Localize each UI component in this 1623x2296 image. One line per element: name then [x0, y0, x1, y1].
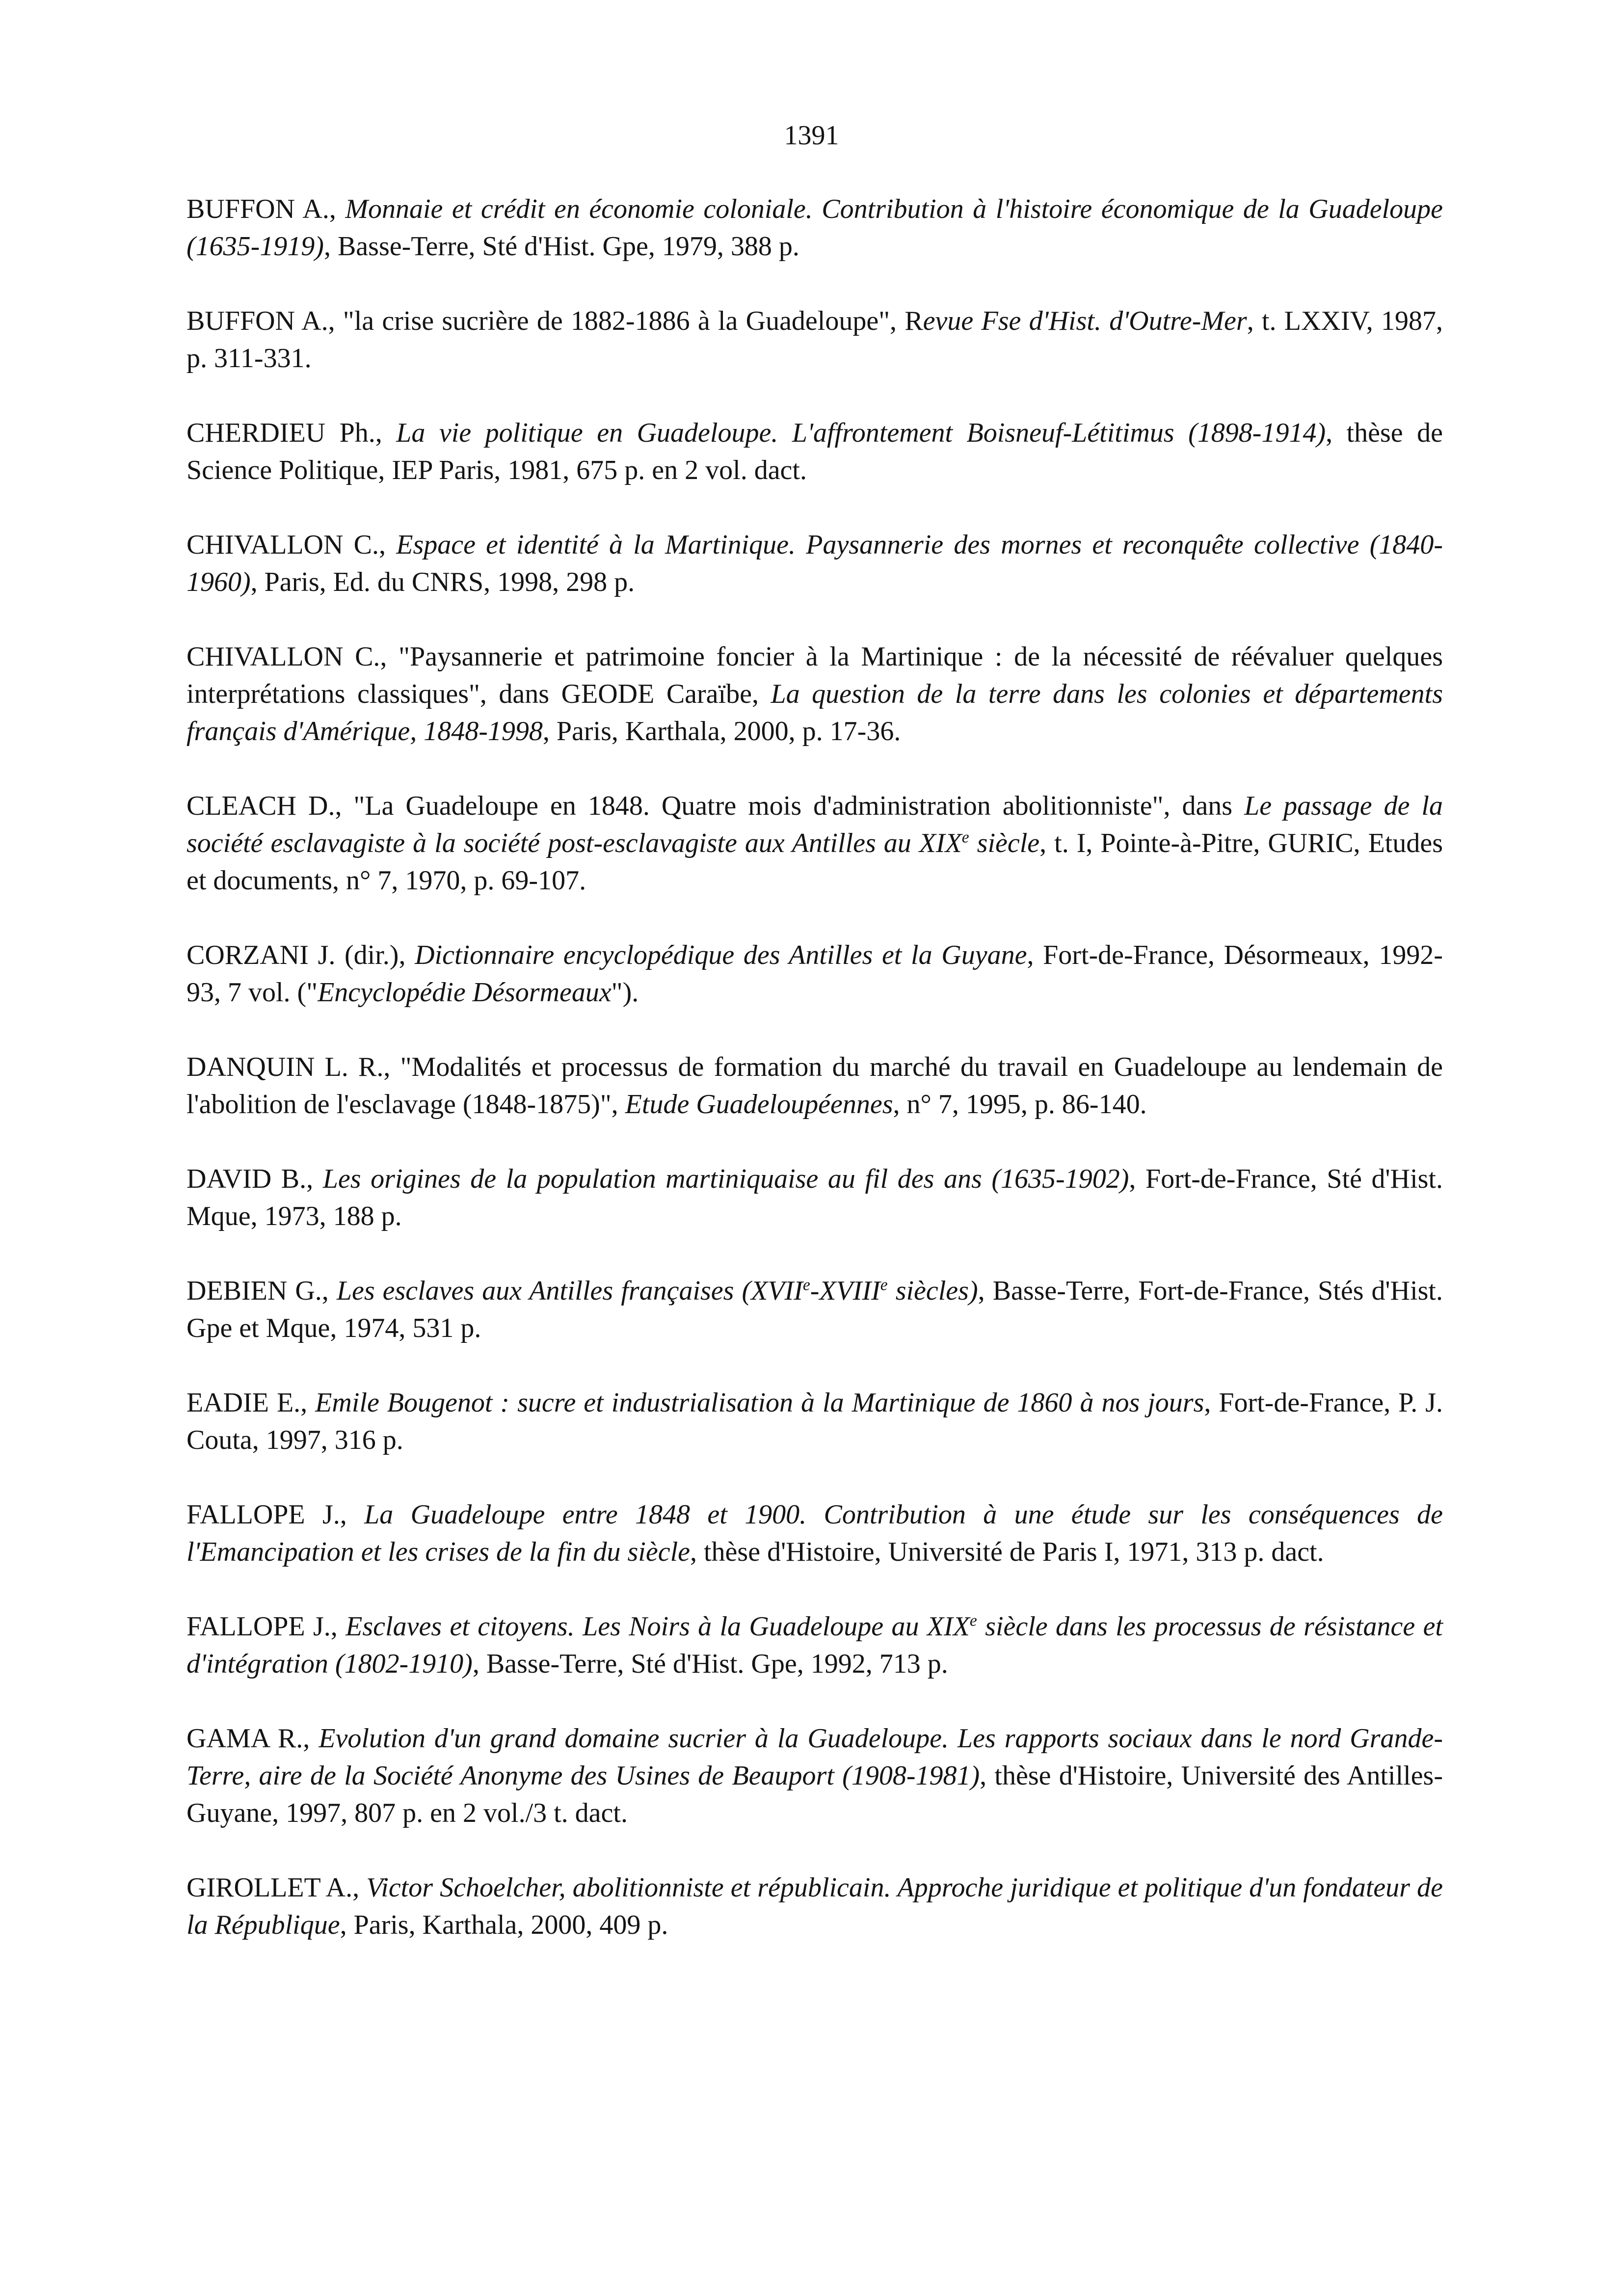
bibliography-entry: [186, 638, 1443, 750]
entry-article: "La Guadeloupe en 1848. Quatre mois d'administration abolitionniste", dans: [353, 791, 1245, 821]
entry-title-text: Les esclaves aux Antilles françaises (XVII: [336, 1276, 803, 1306]
bibliography-entry: [186, 190, 1443, 265]
entry-author: DEBIEN G.,: [186, 1276, 337, 1306]
bibliography-entry: [186, 1496, 1443, 1571]
entry-author: FALLOPE J.,: [186, 1611, 346, 1642]
entry-article: "Modalités et processus de formation du marché du travail en Guadeloupe au lendemain de l'abolition de l'esclavage (1848-1875)",: [186, 1052, 1443, 1120]
entry-publication: , Basse-Terre, Sté d'Hist. Gpe, 1979, 388 p.: [323, 231, 799, 262]
bibliography-entry: [186, 787, 1443, 899]
entry-author: BUFFON A.,: [186, 194, 346, 224]
bibliography-entry: [186, 302, 1443, 377]
entry-title: La vie politique en Guadeloupe. L'affrontement Boisneuf-Létitimus (1898-1914): [396, 418, 1326, 448]
entry-publication: , Fort-de-France, Désormeaux, 1992-93, 7 vol. (": [186, 940, 1443, 1008]
entry-publication: , thèse de Science Politique, IEP Paris, 1981, 675 p. en 2 vol. dact.: [186, 418, 1443, 485]
entry-publication: , t. I, Pointe-à-Pitre, GURIC, Etudes et documents, n° 7, 1970, p. 69-107.: [186, 828, 1443, 896]
entry-title-superscript: e: [802, 1276, 810, 1294]
bibliography-entry: [186, 1869, 1443, 1944]
entry-title-superscript: e: [880, 1276, 888, 1294]
bibliography-entry: [186, 1160, 1443, 1235]
entry-author: DAVID B.,: [186, 1164, 323, 1194]
entry-publication: , Paris, Karthala, 2000, 409 p.: [340, 1910, 668, 1940]
entry-author: GAMA R.,: [186, 1723, 319, 1754]
entry-title-superscript: e: [969, 1611, 977, 1630]
bibliography-entry: [186, 1720, 1443, 1832]
entry-title: Espace et identité à la Martinique. Paysannerie des mornes et reconquête collective (1840-1960): [186, 530, 1443, 597]
entry-article: "Paysannerie et patrimoine foncier à la Martinique : de la nécessité de réévaluer quelques interprétations classiques", dans GEODE Caraïbe,: [186, 641, 1443, 709]
entry-title-end: siècles): [887, 1276, 978, 1306]
bibliography-list: [186, 190, 1443, 1981]
entry-title-text: Esclaves et citoyens. Les Noirs à la Guadeloupe au XIX: [346, 1611, 970, 1642]
entry-publication: , thèse d'Histoire, Université de Paris I, 1971, 313 p. dact.: [690, 1537, 1324, 1567]
entry-author: FALLOPE J.,: [186, 1499, 365, 1530]
entry-journal: Etude Guadeloupéennes: [625, 1089, 893, 1120]
entry-author: CLEACH D.,: [186, 791, 354, 821]
entry-publication: , Basse-Terre, Fort-de-France, Stés d'Hist. Gpe et Mque, 1974, 531 p.: [186, 1276, 1443, 1343]
entry-title: Monnaie et crédit en économie coloniale. Contribution à l'histoire économique de la Guadeloupe (1635-1919): [186, 194, 1443, 262]
entry-publication: , Fort-de-France, P. J. Couta, 1997, 316 p.: [186, 1388, 1443, 1455]
entry-journal: evue Fse d'Hist. d'Outre-Mer: [923, 306, 1247, 336]
entry-author: CHIVALLON C.,: [186, 530, 397, 560]
entry-title: Victor Schoelcher, abolitionniste et républicain. Approche juridique et politique d'un fondateur de la République: [186, 1872, 1443, 1940]
entry-title: Dictionnaire encyclopédique des Antilles et la Guyane: [415, 940, 1027, 970]
entry-publication: , Paris, Karthala, 2000, p. 17-36.: [542, 716, 901, 747]
entry-author: CHIVALLON C.,: [186, 641, 399, 672]
entry-title-superscript: e: [961, 828, 969, 847]
bibliography-entry: [186, 1384, 1443, 1459]
entry-closing: ").: [611, 977, 639, 1008]
entry-title-mid: -XVIII: [810, 1276, 880, 1306]
entry-title-text: Le passage de la société esclavagiste à la société post-esclavagiste aux Antilles au XIX: [186, 791, 1443, 858]
entry-author: CORZANI J. (dir.),: [186, 940, 415, 970]
bibliography-entry: [186, 526, 1443, 601]
entry-title: Les origines de la population martiniquaise au fil des ans (1635-1902): [322, 1164, 1129, 1194]
bibliography-entry: [186, 936, 1443, 1011]
entry-author: EADIE E.,: [186, 1388, 316, 1418]
entry-title-end: siècle: [969, 828, 1040, 858]
entry-article: "la crise sucrière de 1882-1886 à la Guadeloupe", R: [343, 306, 923, 336]
entry-title: [337, 1276, 978, 1306]
entry-author: CHERDIEU Ph.,: [186, 418, 397, 448]
entry-title: La question de la terre dans les colonies et départements français d'Amérique, 1848-1998: [186, 679, 1443, 747]
entry-publication: , thèse d'Histoire, Université des Antilles-Guyane, 1997, 807 p. en 2 vol./3 t. dact.: [186, 1761, 1443, 1828]
entry-author: DANQUIN L. R.,: [186, 1052, 400, 1082]
bibliography-entry: [186, 414, 1443, 489]
entry-author: BUFFON A.,: [186, 306, 343, 336]
entry-title-end: siècle dans les processus de résistance et d'intégration (1802-1910): [186, 1611, 1443, 1679]
page-number: 1391: [784, 120, 839, 151]
entry-short-title: Encyclopédie Désormeaux: [318, 977, 612, 1008]
entry-publication: , Basse-Terre, Sté d'Hist. Gpe, 1992, 713 p.: [472, 1649, 948, 1679]
entry-author: GIROLLET A.,: [186, 1872, 367, 1903]
entry-publication: , Fort-de-France, Sté d'Hist. Mque, 1973, 188 p.: [186, 1164, 1443, 1231]
entry-title: Emile Bougenot : sucre et industrialisation à la Martinique de 1860 à nos jours: [315, 1388, 1204, 1418]
bibliography-entry: [186, 1272, 1443, 1347]
entry-publication: , t. LXXIV, 1987, p. 311-331.: [186, 306, 1443, 374]
entry-title: Evolution d'un grand domaine sucrier à la Guadeloupe. Les rapports sociaux dans le nord Grande-Terre, aire de la Société Anonyme des Usines de Beauport (1908-1981): [186, 1723, 1443, 1791]
entry-title: La Guadeloupe entre 1848 et 1900. Contribution à une étude sur les conséquences de l'Emancipation et les crises de la fin du siècle: [186, 1499, 1443, 1567]
bibliography-entry: [186, 1048, 1443, 1123]
entry-publication: , n° 7, 1995, p. 86-140.: [893, 1089, 1147, 1120]
bibliography-entry: [186, 1608, 1443, 1682]
entry-publication: , Paris, Ed. du CNRS, 1998, 298 p.: [250, 567, 635, 597]
